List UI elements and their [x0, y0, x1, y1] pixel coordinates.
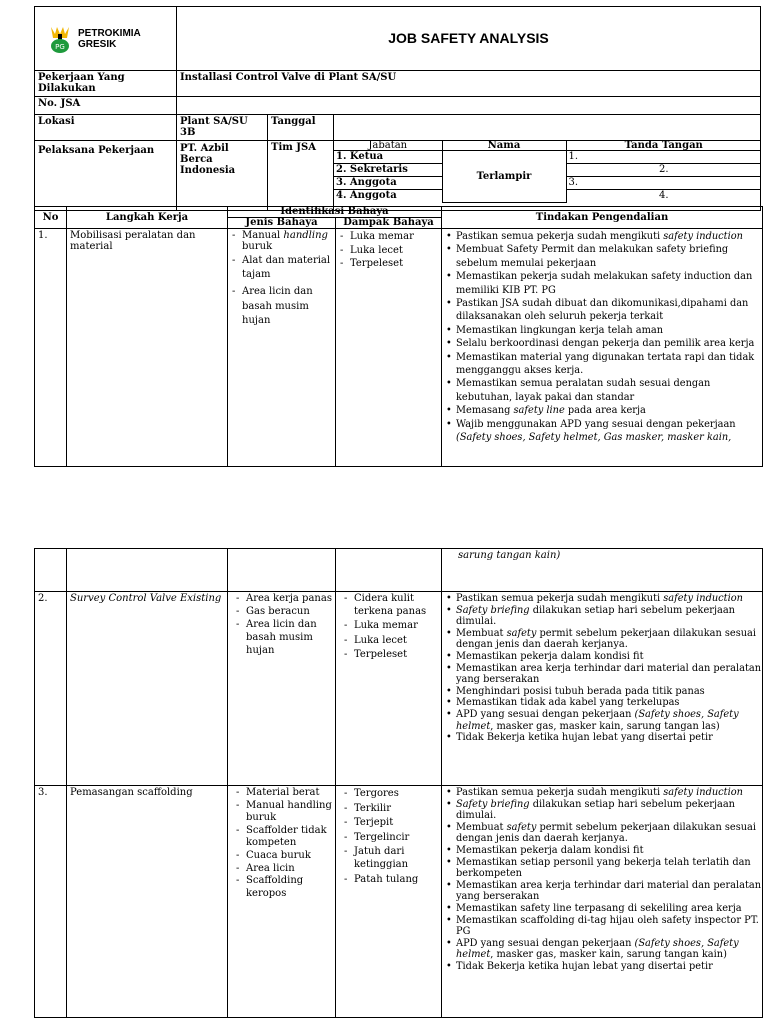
- col-impact: Dampak Bahaya: [336, 218, 442, 229]
- impact-item: - Jatuh dari ketinggian: [343, 845, 438, 871]
- control-item: • Pastikan semua pekerja sudah mengikuti safety induction: [445, 593, 762, 605]
- row-hazards: [228, 549, 336, 592]
- impact-item: - Terpeleset: [343, 649, 438, 662]
- col-control: Tindakan Pengendalian: [442, 207, 763, 229]
- location-label: Lokasi: [35, 114, 177, 140]
- team-label: Tim JSA: [268, 140, 334, 210]
- control-item: • Pastikan JSA sudah dibuat dan dikomunikasi,dipahami dan dilaksanakan oleh seluruh pekerja terkait: [445, 297, 762, 324]
- row-step: Pemasangan scaffolding: [67, 786, 228, 1018]
- row-hazards: [228, 786, 336, 1018]
- control-item: • Membuat safety permit sebelum pekerjaan dilakukan sesuai dengan jenis dan daerah kerjanya.: [445, 628, 762, 651]
- col-no: No: [35, 207, 67, 229]
- hazard-item: - Scaffolder tidak kompeten: [235, 825, 332, 850]
- logo-cell: [35, 7, 177, 71]
- impact-item: - Terpeleset: [339, 257, 438, 271]
- table-row: [35, 786, 763, 1018]
- name-header: Nama: [442, 141, 566, 151]
- row-impacts: [336, 549, 442, 592]
- row-hazards: [228, 229, 336, 467]
- executor-label: Pelaksana Pekerjaan: [35, 140, 177, 210]
- row-controls: [442, 229, 763, 467]
- impact-item: - Luka memar: [343, 620, 438, 633]
- control-item: • Pastikan semua pekerja sudah mengikuti safety induction: [445, 230, 762, 243]
- work-value: Installasi Control Valve di Plant SA/SU: [177, 71, 761, 97]
- control-item: • Selalu berkoordinasi dengan pekerja dan pemilik area kerja: [445, 337, 762, 350]
- position-header: Jabatan: [334, 141, 442, 151]
- date-value: [334, 114, 761, 140]
- control-item: • Memastikan scaffolding di-tag hijau oleh safety inspector PT. PG: [445, 915, 762, 938]
- row-no: [35, 549, 67, 592]
- row-impacts: [336, 592, 442, 786]
- team-position: 3. Anggota: [334, 177, 442, 190]
- work-label: Pekerjaan Yang Dilakukan: [35, 71, 177, 97]
- hazard-item: - Area licin dan basah musim hujan: [235, 618, 332, 658]
- row-step: Survey Control Valve Existing: [67, 592, 228, 786]
- control-item: • Memastikan pekerja sudah melakukan safety induction dan memiliki KIB PT. PG: [445, 270, 762, 297]
- control-continuation: sarung tangan kain): [442, 549, 763, 592]
- impact-item: - Patah tulang: [343, 873, 438, 888]
- impact-item: - Cidera kulit terkena panas: [343, 593, 438, 618]
- impact-item: - Terkilir: [343, 802, 438, 817]
- impact-item: - Terjepit: [343, 816, 438, 831]
- hazard-item: - Manual handling buruk: [231, 230, 332, 252]
- row-step: [67, 549, 228, 592]
- control-item: • Memastikan safety line terpasang di sekeliling area kerja: [445, 903, 762, 915]
- location-value: Plant SA/SU 3B: [177, 114, 268, 140]
- table-row: [35, 229, 763, 467]
- team-position: 1. Ketua: [334, 151, 442, 164]
- row-no: 3.: [35, 786, 67, 1018]
- team-names: Terlampir: [442, 151, 566, 203]
- date-label: Tanggal: [268, 114, 334, 140]
- row-step: Mobilisasi peralatan dan material: [67, 229, 228, 467]
- svg-text:PG: PG: [55, 42, 65, 51]
- control-item: • Membuat Safety Permit dan melakukan safety briefing sebelum memulai pekerjaan: [445, 243, 762, 270]
- jsa-table-page2: [34, 548, 763, 1018]
- hazard-item: - Cuaca buruk: [235, 850, 332, 863]
- control-item: • APD yang sesuai dengan pekerjaan (Safety shoes, Safety helmet, masker gas, masker kain, sarung tangan las): [445, 709, 762, 732]
- company-name-line1: PETROKIMIA: [78, 27, 141, 39]
- control-item: • Tidak Bekerja ketika hujan lebat yang disertai petir: [445, 732, 762, 744]
- control-item: • Memastikan pekerja dalam kondisi fit: [445, 651, 762, 663]
- team-signature: 2.: [566, 164, 761, 177]
- team-signature: 3.: [566, 177, 761, 190]
- hazard-item: - Area kerja panas: [235, 593, 332, 606]
- hazard-item: - Manual handling buruk: [235, 800, 332, 825]
- control-item: • Tidak Bekerja ketika hujan lebat yang disertai petir: [445, 961, 762, 973]
- control-item: • APD yang sesuai dengan pekerjaan (Safety shoes, Safety helmet, masker gas, masker kain, sarung tangan kain): [445, 938, 762, 961]
- control-item: • Wajib menggunakan APD yang sesuai dengan pekerjaan (Safety shoes, Safety helmet, Gas masker, masker kain,: [445, 418, 762, 445]
- control-item: • Safety briefing dilakukan setiap hari sebelum pekerjaan dimulai.: [445, 799, 762, 822]
- table-row: [35, 592, 763, 786]
- impact-item: - Luka memar: [339, 230, 438, 244]
- control-item: • Memastikan tidak ada kabel yang terkelupas: [445, 697, 762, 709]
- team-signature: 1.: [566, 151, 761, 164]
- jsa-table-page1: [34, 206, 763, 467]
- control-item: • Membuat safety permit sebelum pekerjaan dilakukan sesuai dengan jenis dan daerah kerjanya.: [445, 822, 762, 845]
- document-title: JOB SAFETY ANALYSIS: [177, 7, 761, 71]
- jsa-no-value: [177, 96, 761, 114]
- team-position: 2. Sekretaris: [334, 164, 442, 177]
- row-controls: [442, 786, 763, 1018]
- hazard-item: - Alat dan material tajam: [231, 254, 332, 281]
- row-no: 1.: [35, 229, 67, 467]
- team-table: [334, 141, 761, 204]
- impact-item: - Luka lecet: [343, 635, 438, 648]
- control-item: • Memasang safety line pada area kerja: [445, 404, 762, 417]
- row-impacts: [336, 786, 442, 1018]
- company-emblem-icon: [48, 24, 72, 54]
- impact-item: - Tergores: [343, 787, 438, 802]
- jsa-no-label: No. JSA: [35, 96, 177, 114]
- hazard-item: - Area licin: [235, 863, 332, 876]
- control-item: • Memastikan area kerja terhindar dari material dan peralatan yang berserakan: [445, 880, 762, 903]
- company-name-line2: GRESIK: [78, 38, 117, 50]
- control-item: • Menghindari posisi tubuh berada pada titik panas: [445, 686, 762, 698]
- signature-header: Tanda Tangan: [566, 141, 761, 151]
- row-hazards: [228, 592, 336, 786]
- impact-item: - Tergelincir: [343, 831, 438, 846]
- team-position: 4. Anggota: [334, 190, 442, 203]
- col-step: Langkah Kerja: [67, 207, 228, 229]
- control-item: • Memastikan pekerja dalam kondisi fit: [445, 845, 762, 857]
- control-item: • Memastikan lingkungan kerja telah aman: [445, 324, 762, 337]
- control-item: • Memastikan semua peralatan sudah sesuai dengan kebutuhan, layak pakai dan standar: [445, 377, 762, 404]
- impact-item: - Luka lecet: [339, 244, 438, 258]
- control-item: • Safety briefing dilakukan setiap hari sebelum pekerjaan dimulai.: [445, 605, 762, 628]
- control-item: • Memastikan area kerja terhindar dari material dan peralatan yang berserakan: [445, 663, 762, 686]
- col-hazard-type: Jenis Bahaya: [228, 218, 336, 229]
- col-hazard-group: Identifikasi Bahaya: [228, 207, 442, 218]
- table-row: [35, 549, 763, 592]
- hazard-item: - Scaffolding keropos: [235, 875, 332, 900]
- team-signature: 4.: [566, 190, 761, 203]
- team-cell: [334, 140, 761, 210]
- control-item: • Pastikan semua pekerja sudah mengikuti safety induction: [445, 787, 762, 799]
- hazard-item: - Material berat: [235, 787, 332, 800]
- header-table: [34, 6, 761, 211]
- row-controls: [442, 592, 763, 786]
- row-no: 2.: [35, 592, 67, 786]
- hazard-item: - Area licin dan basah musim hujan: [231, 285, 332, 329]
- hazard-item: - Gas beracun: [235, 606, 332, 619]
- control-item: • Memastikan setiap personil yang bekerja telah terlatih dan berkompeten: [445, 857, 762, 880]
- row-impacts: [336, 229, 442, 467]
- control-item: • Memastikan material yang digunakan tertata rapi dan tidak mengganggu akses kerja.: [445, 351, 762, 378]
- executor-value: PT. Azbil Berca Indonesia: [177, 140, 268, 210]
- company-logo: [38, 24, 173, 54]
